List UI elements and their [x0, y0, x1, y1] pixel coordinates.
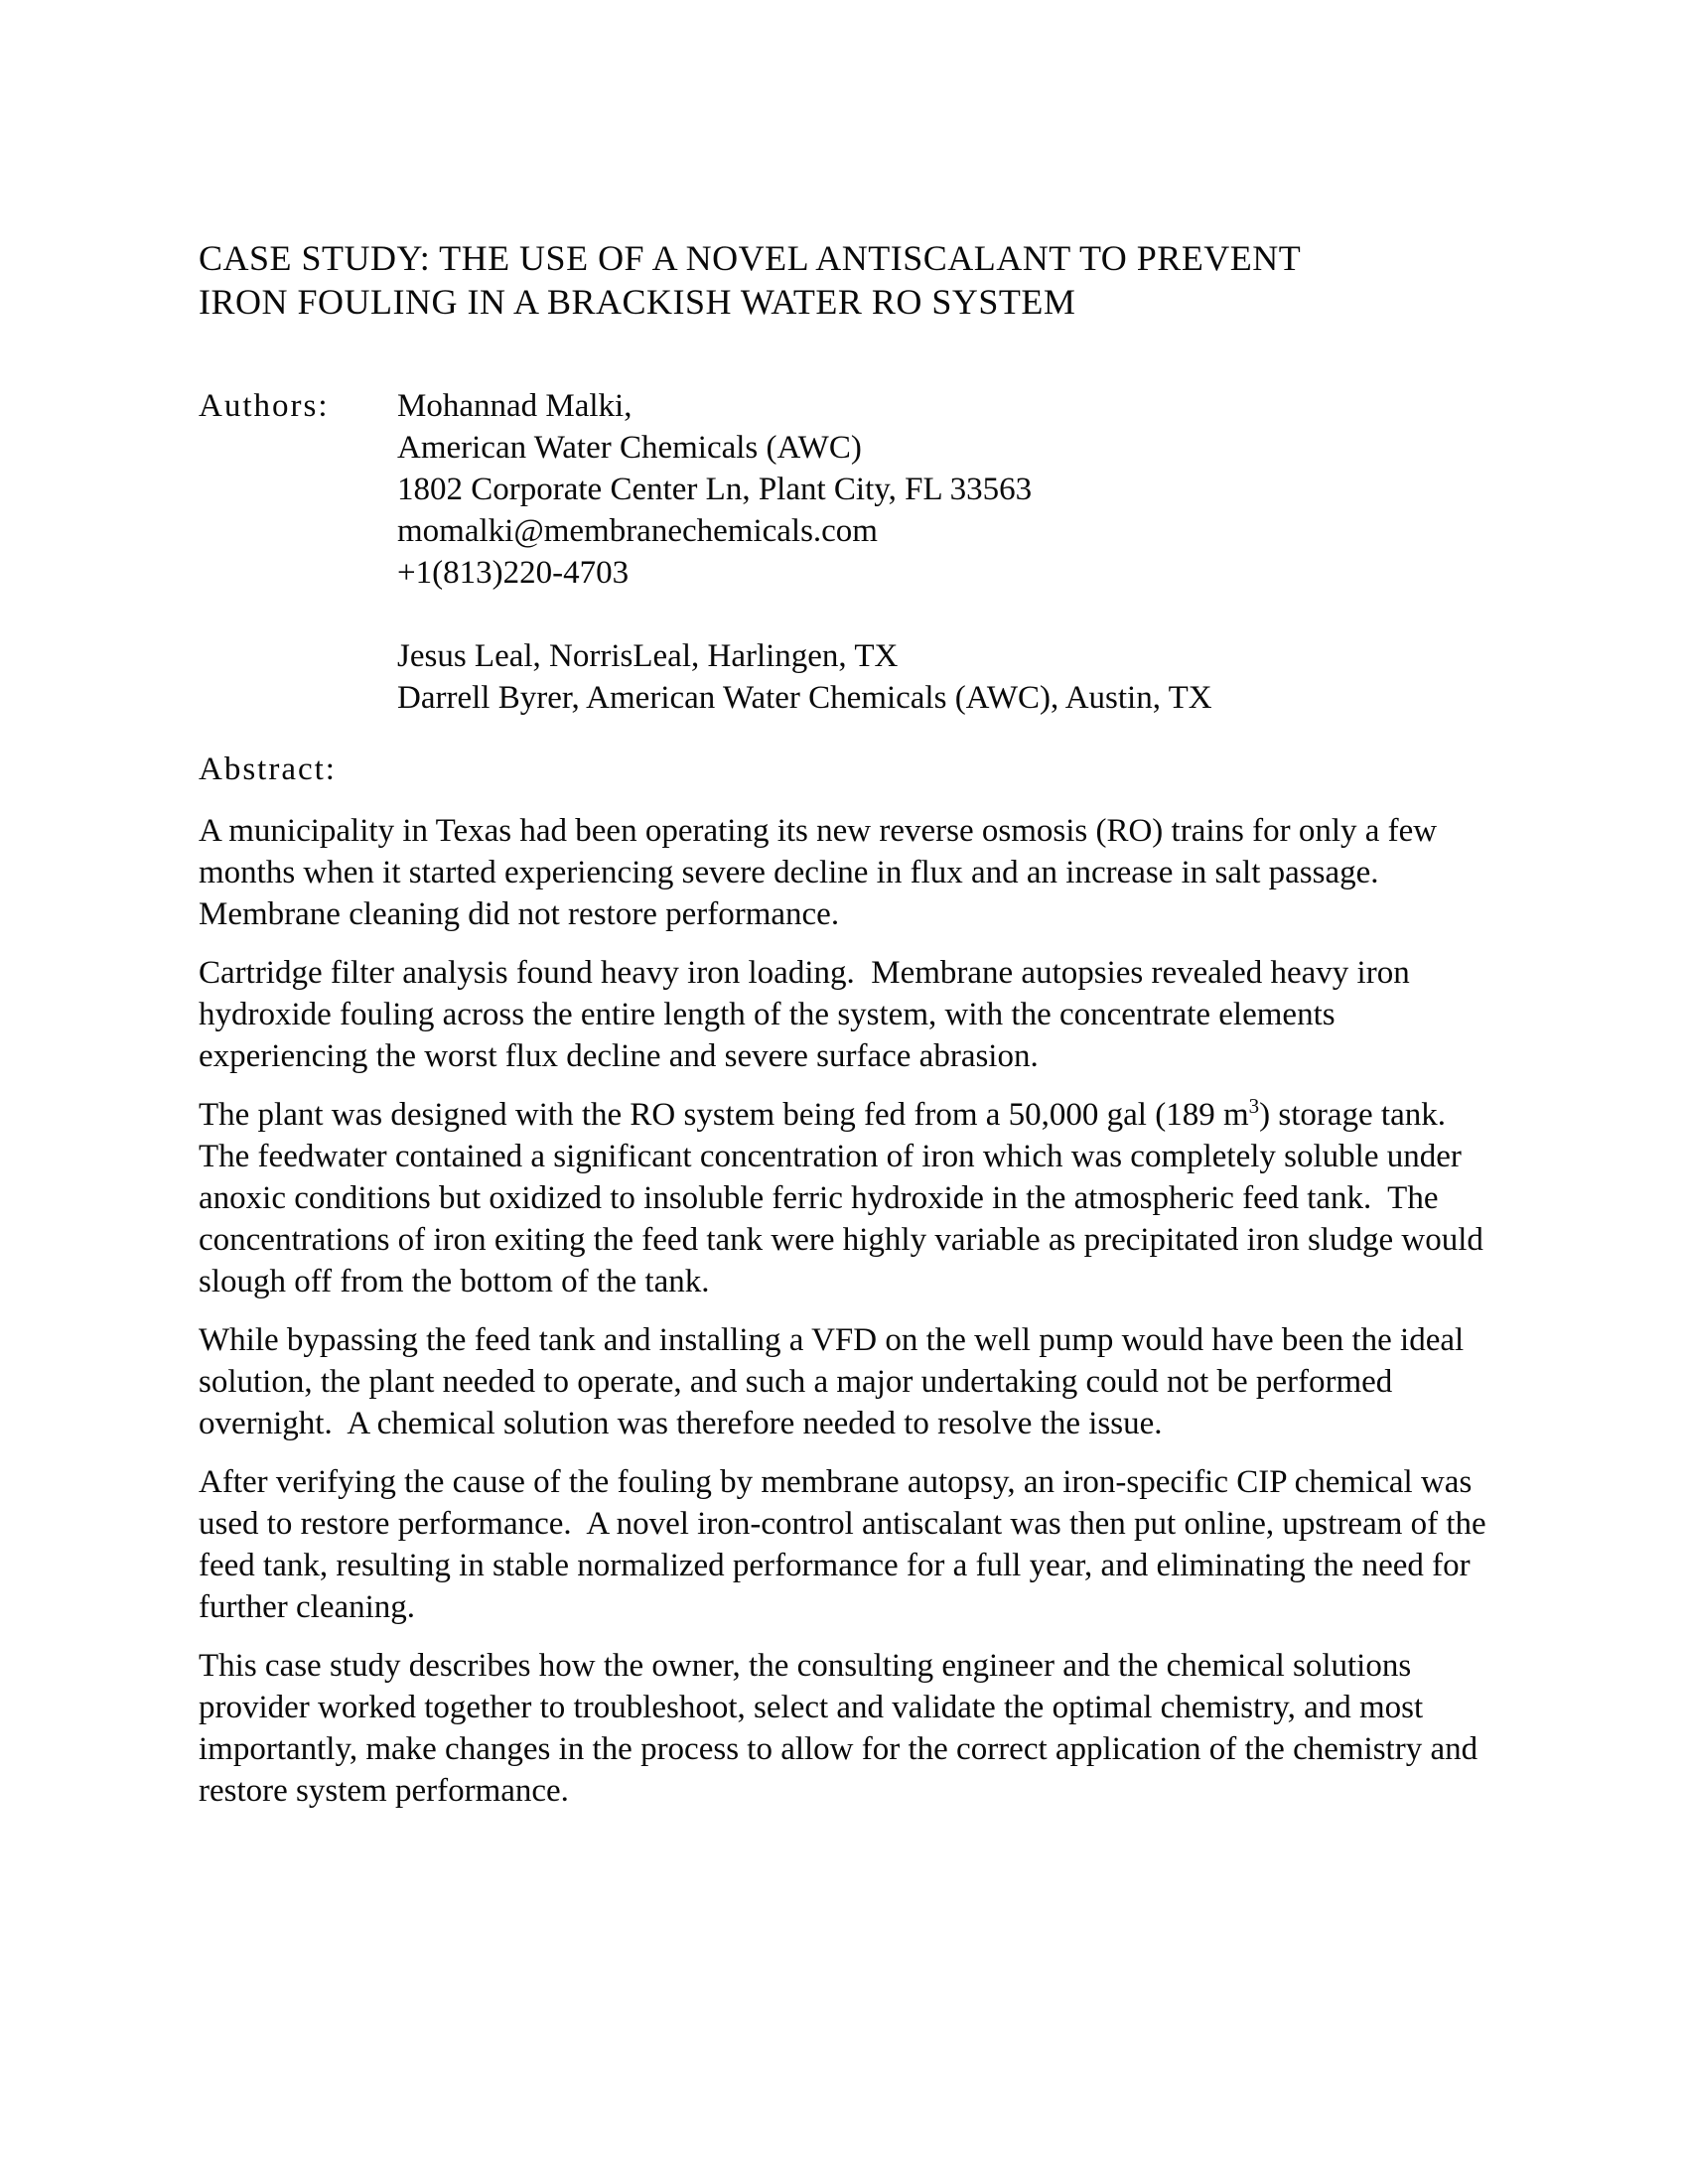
- abstract-paragraph: After verifying the cause of the fouling by membrane autopsy, an iron-specific CIP chemical was used to restore performance. A novel iron-control antiscalant was then put online, upstream of the feed tank, resulting in stable normalized performance for a full year, and eliminating the need for further cleaning.: [199, 1464, 1494, 1625]
- abstract-label: Abstract:: [199, 751, 337, 787]
- authors-label: Authors:: [199, 388, 330, 424]
- authors-section: [199, 385, 1499, 719]
- author-line: 1802 Corporate Center Ln, Plant City, FL 33563: [397, 472, 1033, 507]
- paper-title: [199, 236, 1499, 324]
- abstract-paragraph: A municipality in Texas had been operating its new reverse osmosis (RO) trains for only a few months when it started experiencing severe decline in flux and an increase in salt passage. Membrane cleaning did not restore performance.: [199, 813, 1446, 932]
- abstract-section: [199, 810, 1499, 1812]
- paper-title-line-1: CASE STUDY: THE USE OF A NOVEL ANTISCALANT TO PREVENT: [199, 238, 1302, 278]
- author-primary-block: [397, 385, 1499, 594]
- author-secondary-block: [397, 635, 1499, 719]
- paper-title-line-2: IRON FOULING IN A BRACKISH WATER RO SYSTEM: [199, 282, 1076, 322]
- author-phone: +1(813)220-4703: [397, 555, 630, 591]
- author-email: momalki@membranechemicals.com: [397, 513, 878, 549]
- author-line: American Water Chemicals (AWC): [397, 430, 862, 466]
- author-line: Mohannad Malki,: [397, 388, 633, 424]
- author-lines: [397, 385, 1499, 719]
- author-line: Jesus Leal, NorrisLeal, Harlingen, TX: [397, 638, 899, 674]
- cubic-meter-superscript: 3: [1248, 1094, 1260, 1119]
- author-line: Darrell Byrer, American Water Chemicals (AWC), Austin, TX: [397, 680, 1212, 716]
- abstract-paragraph: Cartridge filter analysis found heavy iron loading. Membrane autopsies revealed heavy iron hydroxide fouling across the entire length of the system, with the concentrate elements experiencing the worst flux decline and severe surface abrasion.: [199, 955, 1418, 1074]
- abstract-paragraph-text: ) storage tank. The feedwater contained a significant concentration of iron which was completely soluble under anoxic conditions but oxidized to insoluble ferric hydroxide in the atmospheric feed tank. The concentrations of iron exiting the feed tank were highly variable as precipitated iron sludge would slough off from the bottom of the tank.: [199, 1097, 1492, 1299]
- abstract-paragraph: While bypassing the feed tank and installing a VFD on the well pump would have been the ideal solution, the plant needed to operate, and such a major undertaking could not be performed overnight. A chemical solution was therefore needed to resolve the issue.: [199, 1322, 1473, 1441]
- abstract-paragraph: This case study describes how the owner, the consulting engineer and the chemical solutions provider worked together to troubleshoot, select and validate the optimal chemistry, and most importantly, make changes in the process to allow for the correct application of the chemistry and restore system performance.: [199, 1648, 1486, 1809]
- abstract-paragraph-text: The plant was designed with the RO system being fed from a 50,000 gal (189 m: [199, 1097, 1249, 1133]
- abstract-paragraph: [199, 1094, 1499, 1302]
